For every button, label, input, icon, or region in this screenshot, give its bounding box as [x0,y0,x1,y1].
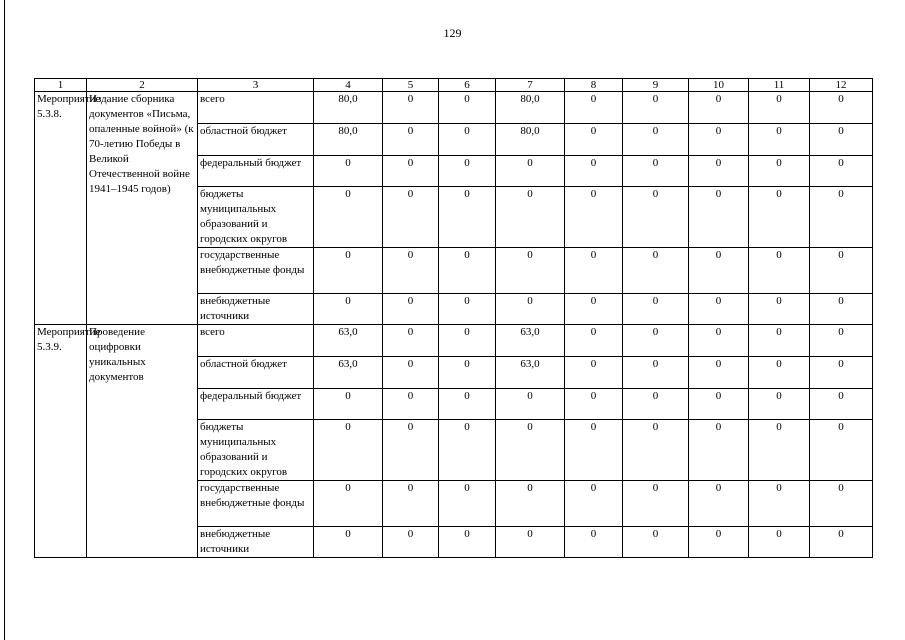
funding-value: 0 [383,420,439,481]
table-row [35,92,873,124]
funding-value: 0 [565,325,623,357]
funding-value: 0 [314,527,383,558]
funding-value: 0 [689,124,749,156]
funding-value: 0 [749,294,810,325]
funding-value: 0 [314,294,383,325]
column-header: 1 [35,79,87,92]
funding-source: федеральный бюджет [198,389,314,420]
funding-value: 0 [749,325,810,357]
funding-value: 80,0 [496,92,565,124]
funding-value: 0 [383,389,439,420]
column-header: 4 [314,79,383,92]
column-number-row [35,79,873,92]
funding-source: всего [198,325,314,357]
column-header: 6 [439,79,496,92]
funding-value: 0 [565,92,623,124]
column-header: 2 [87,79,198,92]
funding-value: 0 [439,325,496,357]
funding-value: 0 [749,357,810,389]
funding-value: 0 [565,481,623,527]
funding-value: 0 [623,294,689,325]
funding-source: бюджеты муниципальных образований и городских округов [198,420,314,481]
funding-value: 80,0 [314,124,383,156]
funding-value: 0 [565,357,623,389]
funding-value: 0 [439,420,496,481]
funding-value: 0 [689,92,749,124]
column-header: 7 [496,79,565,92]
event-code: Мероприятие 5.3.8. [35,92,87,325]
funding-value: 0 [689,481,749,527]
funding-value: 0 [314,481,383,527]
funding-value: 0 [496,420,565,481]
column-header: 3 [198,79,314,92]
funding-value: 0 [383,248,439,294]
funding-value: 0 [749,420,810,481]
funding-value: 0 [749,481,810,527]
funding-value: 0 [623,389,689,420]
funding-source: областной бюджет [198,357,314,389]
funding-value: 0 [565,527,623,558]
funding-value: 0 [439,294,496,325]
funding-value: 0 [749,156,810,187]
page-number: 129 [443,26,462,40]
funding-value: 0 [314,156,383,187]
funding-source: внебюджетные источники [198,294,314,325]
funding-value: 0 [749,248,810,294]
column-header: 9 [623,79,689,92]
funding-value: 0 [565,294,623,325]
funding-source: всего [198,92,314,124]
funding-value: 0 [689,527,749,558]
funding-value: 0 [439,357,496,389]
funding-value: 0 [623,420,689,481]
funding-value: 0 [810,124,873,156]
funding-value: 0 [383,187,439,248]
funding-source: государственные внебюджетные фонды [198,481,314,527]
funding-value: 0 [496,481,565,527]
funding-value: 0 [810,527,873,558]
funding-source: областной бюджет [198,124,314,156]
funding-value: 0 [623,124,689,156]
funding-value: 0 [623,92,689,124]
funding-value: 0 [623,481,689,527]
funding-value: 0 [810,187,873,248]
funding-source: государственные внебюджетные фонды [198,248,314,294]
funding-value: 0 [810,325,873,357]
funding-value: 0 [623,325,689,357]
event-title: Проведение оцифровки уникальных документов [87,325,198,558]
funding-value: 0 [689,357,749,389]
funding-value: 0 [689,389,749,420]
funding-value: 0 [623,357,689,389]
funding-value: 0 [496,156,565,187]
funding-value: 0 [749,389,810,420]
funding-value: 0 [496,389,565,420]
funding-value: 0 [749,124,810,156]
funding-value: 0 [439,527,496,558]
funding-value: 0 [496,187,565,248]
funding-value: 0 [623,527,689,558]
funding-value: 0 [439,481,496,527]
funding-value: 0 [810,389,873,420]
table-row [35,325,873,357]
event-title: Издание сборника документов «Письма, опаленные войной» (к 70-летию Победы в Великой Отечественной войне 1941–1945 годов) [87,92,198,325]
funding-value: 0 [623,156,689,187]
funding-value: 0 [314,420,383,481]
funding-value: 0 [565,187,623,248]
funding-value: 0 [689,325,749,357]
funding-value: 0 [749,92,810,124]
funding-value: 0 [439,248,496,294]
funding-value: 0 [565,420,623,481]
funding-value: 63,0 [496,325,565,357]
funding-value: 0 [810,481,873,527]
funding-value: 80,0 [314,92,383,124]
funding-value: 0 [810,92,873,124]
funding-value: 0 [749,527,810,558]
funding-value: 0 [383,527,439,558]
funding-value: 0 [689,420,749,481]
funding-source: федеральный бюджет [198,156,314,187]
column-header: 8 [565,79,623,92]
funding-value: 0 [383,156,439,187]
funding-value: 63,0 [314,357,383,389]
funding-value: 0 [623,248,689,294]
funding-value: 0 [810,248,873,294]
funding-value: 0 [749,187,810,248]
column-header: 12 [810,79,873,92]
funding-value: 0 [496,294,565,325]
funding-value: 0 [496,527,565,558]
funding-value: 0 [439,124,496,156]
funding-value: 0 [383,124,439,156]
funding-value: 80,0 [496,124,565,156]
funding-value: 0 [383,357,439,389]
funding-value: 0 [439,187,496,248]
funding-value: 0 [689,248,749,294]
funding-value: 0 [810,420,873,481]
funding-value: 0 [565,156,623,187]
funding-value: 0 [810,156,873,187]
column-header: 11 [749,79,810,92]
funding-value: 63,0 [314,325,383,357]
funding-value: 0 [383,92,439,124]
funding-value: 63,0 [496,357,565,389]
funding-value: 0 [383,481,439,527]
column-header: 5 [383,79,439,92]
funding-value: 0 [565,389,623,420]
funding-value: 0 [439,92,496,124]
funding-value: 0 [810,357,873,389]
event-code: Мероприятие 5.3.9. [35,325,87,558]
funding-source: бюджеты муниципальных образований и городских округов [198,187,314,248]
funding-value: 0 [314,187,383,248]
funding-value: 0 [565,124,623,156]
funding-value: 0 [689,294,749,325]
funding-value: 0 [496,248,565,294]
funding-value: 0 [314,389,383,420]
funding-value: 0 [810,294,873,325]
funding-source: внебюджетные источники [198,527,314,558]
funding-value: 0 [565,248,623,294]
column-header: 10 [689,79,749,92]
funding-value: 0 [689,156,749,187]
funding-value: 0 [439,389,496,420]
page-left-edge [4,0,5,640]
funding-value: 0 [314,248,383,294]
funding-value: 0 [439,156,496,187]
funding-value: 0 [689,187,749,248]
funding-value: 0 [383,325,439,357]
budget-table [34,78,873,558]
funding-value: 0 [383,294,439,325]
funding-value: 0 [623,187,689,248]
